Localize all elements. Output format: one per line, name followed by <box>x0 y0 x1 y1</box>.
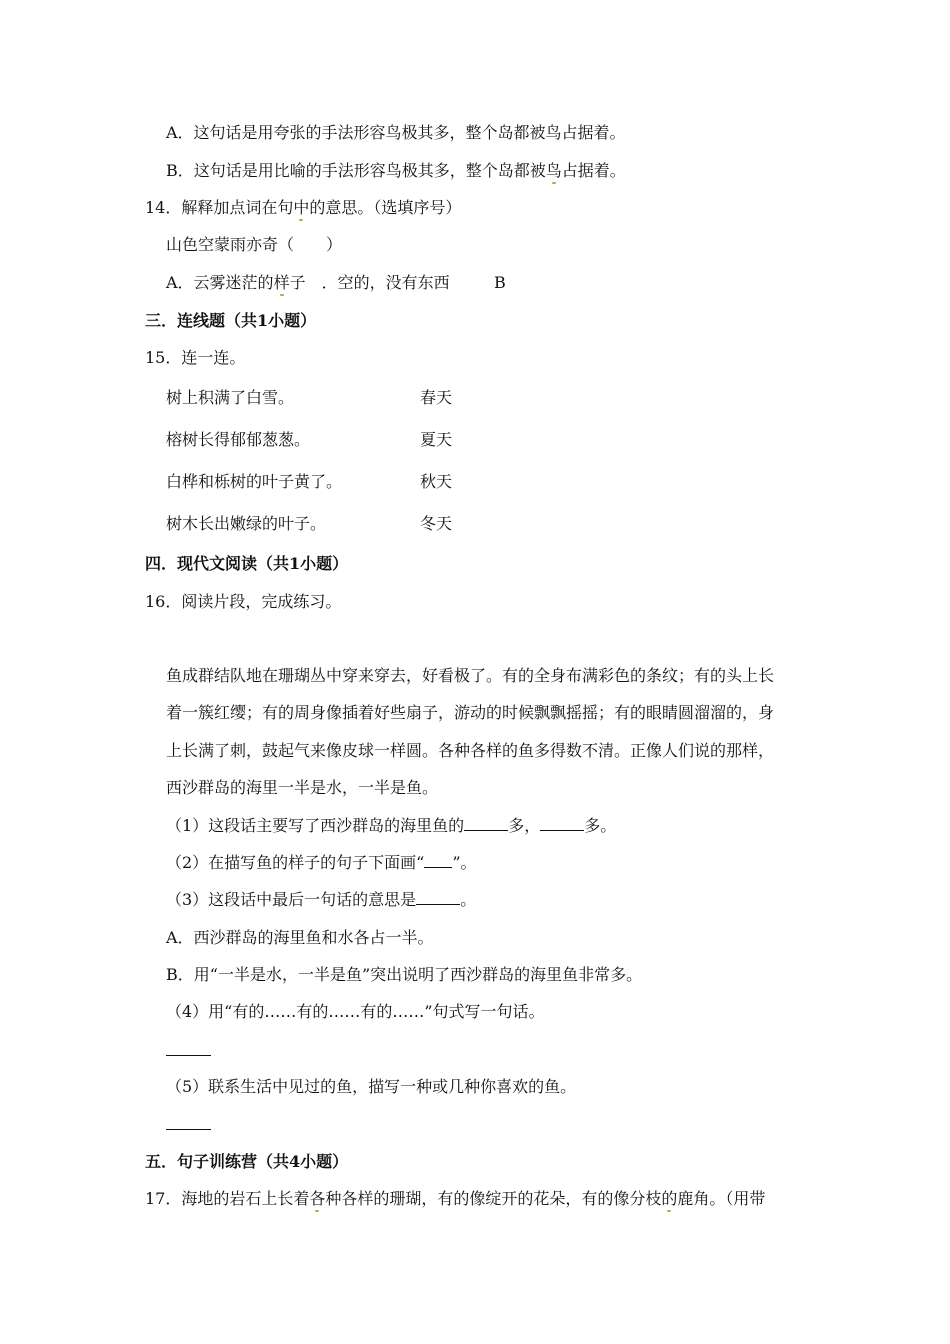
section-heading-reading: 四．现代文阅读（共1小题） <box>145 554 349 573</box>
answer-blank[interactable] <box>464 816 508 831</box>
q16-sub3-option-a: A．西沙群岛的海里鱼和水各占一半。 <box>166 928 434 947</box>
q15-left-item[interactable]: 白桦和栎树的叶子黄了。 <box>166 472 343 491</box>
answer-line[interactable] <box>166 1055 211 1056</box>
q16-sub3-option-b: B．用“一半是水，一半是鱼”突出说明了西沙群岛的海里鱼非常多。 <box>166 965 643 984</box>
q17-stem: 17．海地的岩石上长着各种各样的珊瑚，有的像绽开的花朵，有的像分枝的鹿角。（用带 <box>145 1189 766 1208</box>
q16-sub3: （3）这段话中最后一句话的意思是 。 <box>166 890 477 909</box>
q14-option-b: B <box>494 273 506 292</box>
passage-line: 上长满了刺，鼓起气来像皮球一样圆。各种各样的鱼多得数不清。正像人们说的那样， <box>166 741 775 760</box>
q15-left-item[interactable]: 树木长出嫩绿的叶子。 <box>166 514 327 533</box>
q15-right-item[interactable]: 夏天 <box>420 430 453 449</box>
q13-option-b: B．这句话是用比喻的手法形容鸟极其多，整个岛都被鸟占据着。 <box>166 161 626 180</box>
answer-blank[interactable] <box>416 890 460 905</box>
q15-right-item[interactable]: 秋天 <box>420 472 453 491</box>
q14-poem-line: 山色空蒙雨亦奇（ ） <box>166 235 343 254</box>
q14-stem: 14．解释加点词在句中的意思。（选填序号） <box>145 198 462 217</box>
section-heading-matching: 三．连线题（共1小题） <box>145 311 317 330</box>
q15-right-item[interactable]: 冬天 <box>420 514 453 533</box>
q15-left-item[interactable]: 树上积满了白雪。 <box>166 388 295 407</box>
q15-left-item[interactable]: 榕树长得郁郁葱葱。 <box>166 430 311 449</box>
q13-option-a: A．这句话是用夸张的手法形容鸟极其多，整个岛都被鸟占据着。 <box>166 123 626 142</box>
passage-line: 西沙群岛的海里一半是水，一半是鱼。 <box>166 778 439 797</box>
section-heading-sentence: 五．句子训练营（共4小题） <box>145 1152 349 1171</box>
q16-sub5: （5）联系生活中见过的鱼，描写一种或几种你喜欢的鱼。 <box>166 1077 577 1096</box>
q16-sub2: （2）在描写鱼的样子的句子下面画“ ”。 <box>166 853 477 872</box>
passage-line: 鱼成群结队地在珊瑚丛中穿来穿去，好看极了。有的全身布满彩色的条纹；有的头上长 <box>166 666 775 685</box>
answer-blank[interactable] <box>540 816 584 831</box>
q15-right-item[interactable]: 春天 <box>420 388 453 407</box>
q15-stem: 15．连一连。 <box>145 348 246 367</box>
q14-option-a: A．云雾迷茫的样子 ．空的，没有东西 <box>166 273 450 292</box>
passage-line: 着一簇红缨；有的周身像插着好些扇子，游动的时候飘飘摇摇；有的眼睛圆溜溜的，身 <box>166 703 775 722</box>
q16-stem: 16．阅读片段，完成练习。 <box>145 592 342 611</box>
q16-sub1: （1）这段话主要写了西沙群岛的海里鱼的 多， 多。 <box>166 816 617 835</box>
q16-sub4: （4）用“有的……有的……有的……”句式写一句话。 <box>166 1002 545 1021</box>
answer-line[interactable] <box>166 1129 211 1130</box>
answer-blank[interactable] <box>424 853 452 868</box>
